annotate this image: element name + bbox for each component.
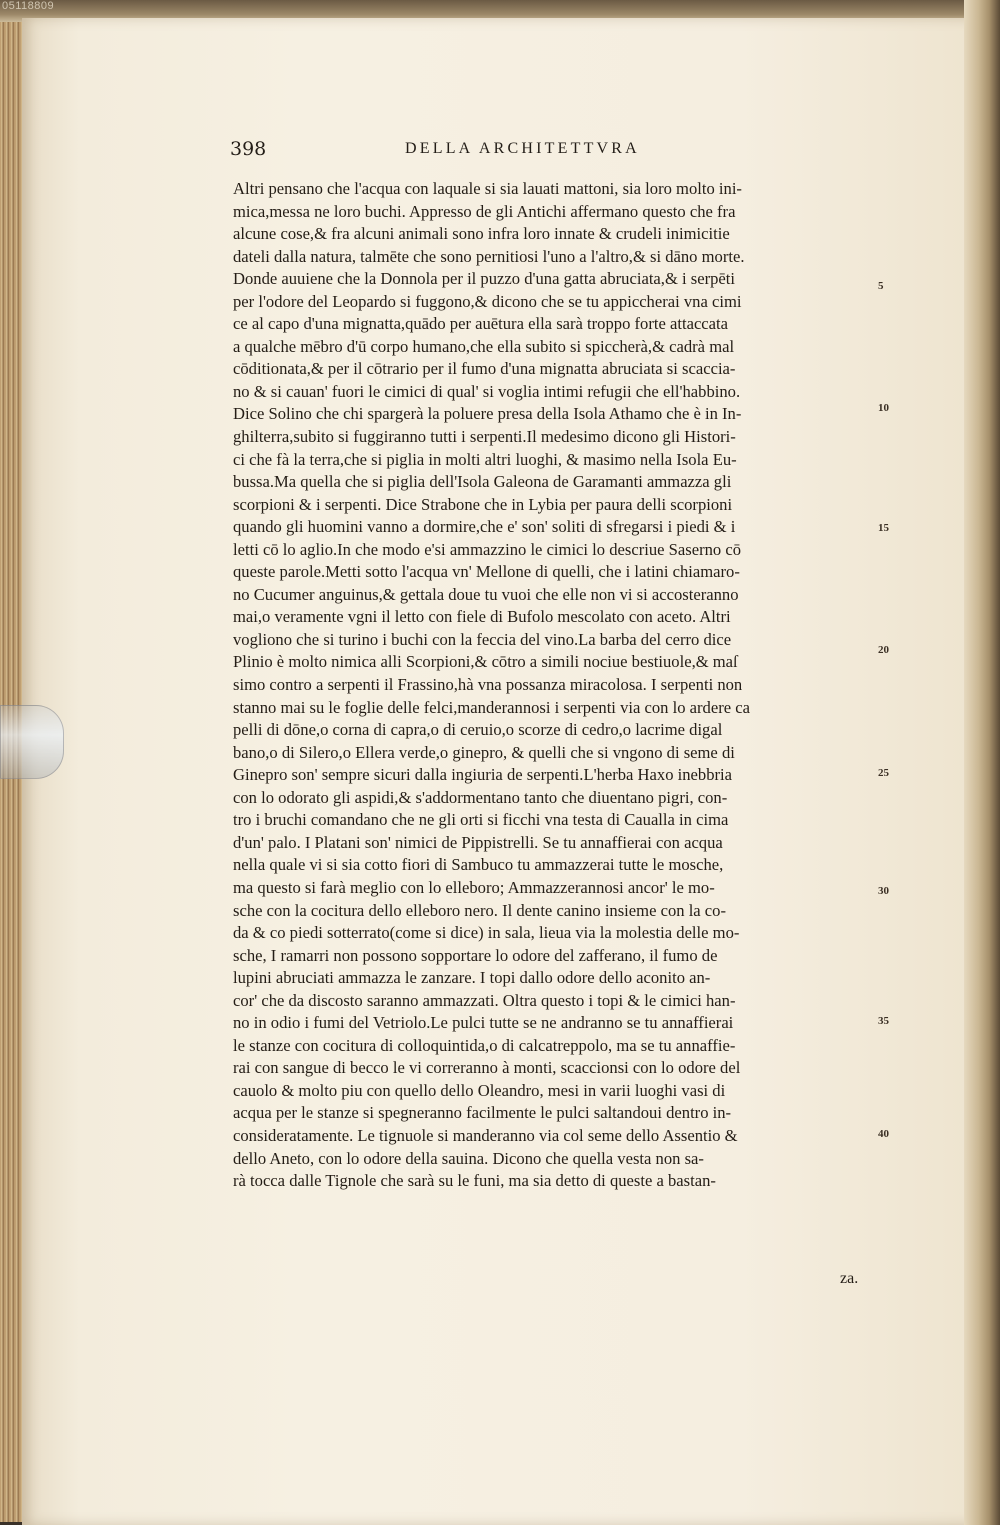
text-line: Ginepro son' sempre sicuri dalla ingiuria de serpenti.L'herba Haxo inebbria (233, 765, 733, 785)
text-line: letti cō lo aglio.In che modo e'si ammazzino le cimici lo descriue Saserno cō (233, 539, 742, 559)
text-line: cor' che da discosto saranno ammazzati. Oltra questo i topi & le cimici han- (233, 990, 736, 1010)
text-line: rà tocca dalle Tignole che sarà su le funi, ma sia detto di queste a bastan- (233, 1171, 716, 1191)
text-line: scorpioni & i serpenti. Dice Strabone che in Lybia per paura delli scorpioni (233, 494, 733, 514)
text-line: a qualche mēbro d'ū corpo humano,che ella subito si spiccherà,& cadrà mal (233, 336, 735, 356)
body-text (233, 178, 873, 1193)
text-line: per l'odore del Leopardo si fuggono,& dicono che se tu appiccherai vna cimi (233, 291, 742, 311)
text-line: no & si cauan' fuori le cimici di qual' si voglia intimi refugii che ell'habbino. (233, 381, 741, 401)
text-line: dello Aneto, con lo odore della sauina. Dicono che quella vesta non sa- (233, 1148, 704, 1168)
text-line: nella quale vi si sia cotto fiori di Sambuco tu ammazzerai tutte le mosche, (233, 855, 724, 875)
text-line: no Cucumer anguinus,& gettala doue tu vuoi che elle non vi si accosteranno (233, 584, 739, 604)
text-line: bussa.Ma quella che si piglia dell'Isola Galeona de Garamanti ammazza gli (233, 472, 732, 492)
text-line: consideratamente. Le tignuole si manderanno via col seme dello Assentio & (233, 1125, 738, 1145)
text-line: bano,o di Silero,o Ellera verde,o ginepro, & quelli che si vngono di seme di (233, 742, 735, 762)
text-line: acqua per le stanze si spegneranno facilmente le pulci saltandoui dentro in- (233, 1103, 732, 1123)
text-line: Altri pensano che l'acqua con laquale si sia lauati mattoni, sia loro molto ini- (233, 179, 742, 198)
text-line: tro i bruchi comandano che ne gli orti si ficchi vna testa di Caualla in cima (233, 810, 729, 830)
page-header (230, 138, 700, 168)
text-line: rai con sangue di becco le vi correranno à monti, scaccionsi con lo odore del (233, 1058, 741, 1078)
text-line: ma questo si farà meglio con lo elleboro; Ammazzerannosi ancor' le mo- (233, 877, 715, 897)
text-line: d'un' palo. I Platani son' nimici de Pippistrelli. Se tu annaffierai con acqua (233, 832, 723, 852)
text-line: Donde auuiene che la Donnola per il puzzo d'una gatta abruciata,& i serpēti (233, 269, 735, 289)
text-line: sche con la cocitura dello elleboro nero. Il dente canino insieme con la co- (233, 900, 726, 920)
running-title: DELLA ARCHITETTVRA (405, 140, 640, 157)
text-line: simo contro a serpenti il Frassino,hà vna possanza miracolosa. I serpenti non (233, 675, 743, 695)
margin-line-number: 40 (878, 1128, 889, 1140)
text-line: cauolo & molto piu con quello dello Oleandro, mesi in varii luoghi vasi di (233, 1080, 726, 1100)
text-line: le stanze con cocitura di colloquintida,o di calcatreppolo, ma se tu annaffie- (233, 1035, 736, 1055)
margin-line-number: 15 (878, 522, 889, 534)
text-line: Plinio è molto nimica alli Scorpioni,& cōtro a simili nociue bestiuole,& maſ (233, 652, 738, 672)
text-line: cōditionata,& per il cōtrario per il fumo d'una mignatta abruciata si scaccia- (233, 359, 736, 379)
text-line: stanno mai su le foglie delle felci,manderannosi i serpenti via con lo ardere ca (233, 697, 750, 717)
text-line: mai,o veramente vgni il letto con fiele di Bufolo mescolato con aceto. Altri (233, 607, 731, 627)
text-line: mica,messa ne loro buchi. Appresso de gli Antichi affermano questo che fra (233, 201, 736, 221)
text-line: Dice Solino che chi spargerà la poluere presa della Isola Athamo che è in In- (233, 404, 742, 424)
page-number: 398 (230, 138, 267, 160)
gutter-shadow (964, 0, 1000, 1525)
catalog-number: 05118809 (2, 0, 55, 12)
text-line: da & co piedi sotterrato(come si dice) in sala, lieua via la molestia delle mo- (233, 923, 740, 943)
text-line: queste parole.Metti sotto l'acqua vn' Mellone di quelli, che i latini chiamaro- (233, 562, 740, 582)
margin-line-number: 35 (878, 1015, 889, 1027)
margin-line-number: 10 (878, 402, 889, 414)
text-line: dateli dalla natura, talmēte che sono pernitiosi l'uno a l'altro,& si dāno morte. (233, 246, 745, 266)
text-line: lupini abruciati ammazza le zanzare. I topi dallo odore dello aconito an- (233, 968, 711, 988)
text-line: quando gli huomini vanno a dormire,che e' son' soliti di sfregarsi i piedi & i (233, 517, 736, 537)
text-line: ghilterra,subito si fuggiranno tutti i serpenti.Il medesimo dicono gli Histori- (233, 427, 736, 447)
text-line: ce al capo d'una mignatta,quādo per auētura ella sarà troppo forte attaccata (233, 314, 729, 334)
text-line: no in odio i fumi del Vetriolo.Le pulci tutte se ne andranno se tu annaffierai (233, 1013, 734, 1033)
margin-line-number: 5 (878, 280, 884, 292)
text-line: sche, I ramarri non possono sopportare lo odore del zafferano, il fumo de (233, 945, 718, 965)
margin-line-number: 20 (878, 644, 889, 656)
margin-line-number: 25 (878, 767, 889, 779)
text-line: alcune cose,& fra alcuni animali sono infra loro innate & crudeli inimicitie (233, 224, 730, 244)
text-line: pelli di dōne,o corna di capra,o di ceruio,o scorze di cedro,o lacrime digal (233, 720, 723, 740)
text-line: ci che fà la terra,che si piglia in molti altri luoghi, & masimo nella Isola Eu- (233, 449, 737, 469)
catchword: za. (840, 1270, 859, 1287)
page-clip (0, 705, 64, 779)
text-line: vogliono che si turino i buchi con la feccia del vino.La barba del cerro dice (233, 629, 732, 649)
margin-line-number: 30 (878, 885, 889, 897)
text-line: con lo odorato gli aspidi,& s'addormentano tanto che diuentano pigri, con- (233, 787, 728, 807)
